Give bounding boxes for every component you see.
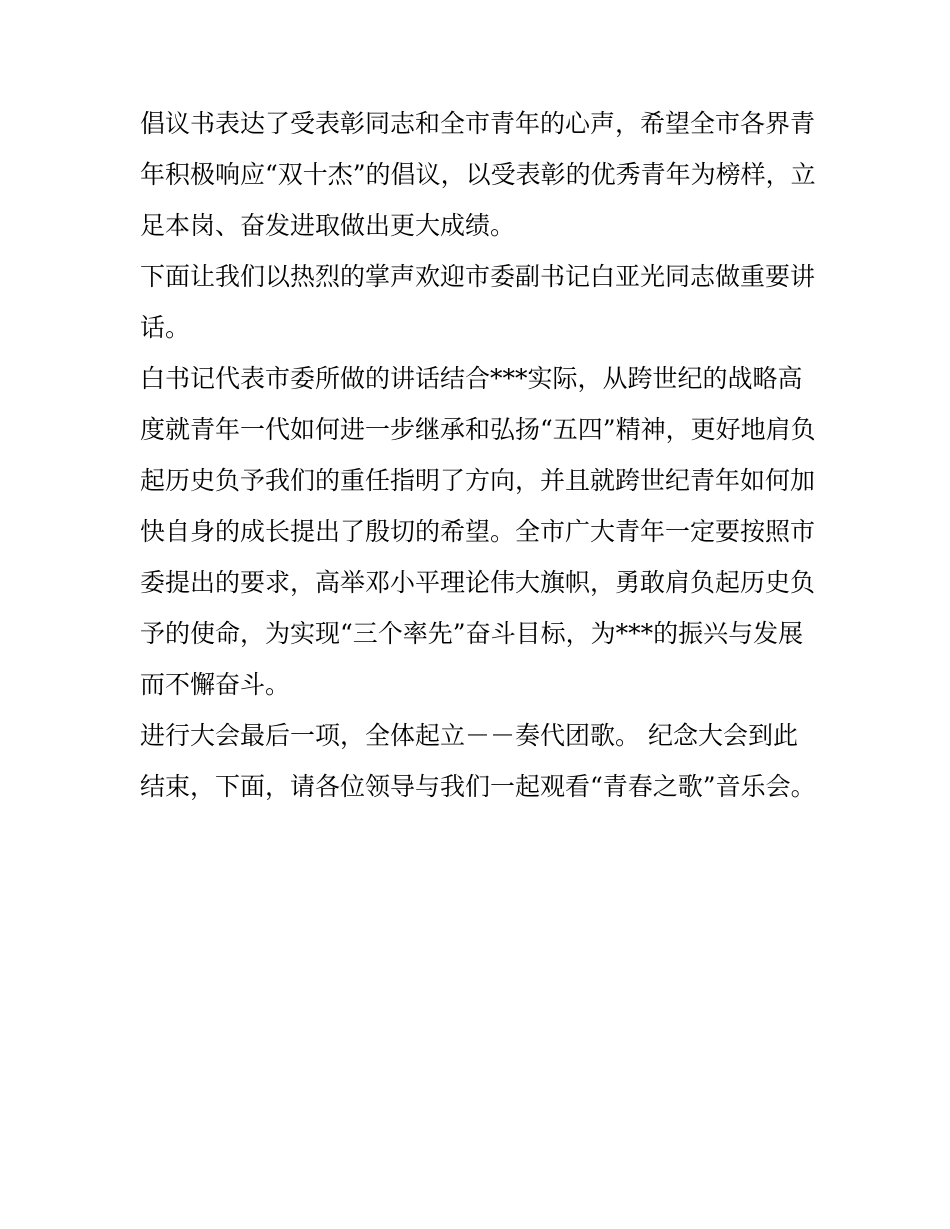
text-line: 而不懈奋斗。 — [140, 670, 291, 699]
text-line: 足本岗、奋发进取做出更大成绩。 — [140, 211, 516, 240]
text-line: 下面让我们以热烈的掌声欢迎市委副书记白亚光同志做重要讲 — [140, 262, 816, 291]
text-line: 度就青年一代如何进一步继承和弘扬“五四”精神，更好地肩负 — [140, 415, 816, 444]
paragraph-speech-intro — [140, 251, 820, 353]
text-line: 话。 — [140, 313, 191, 342]
text-line: 结束，下面，请各位领导与我们一起观看“青春之歌”音乐会。 — [140, 772, 816, 801]
text-line: 年积极响应“双十杰”的倡议，以受表彰的优秀青年为榜样，立 — [140, 160, 816, 189]
text-line: 快自身的成长提出了殷切的希望。全市广大青年一定要按照市 — [140, 517, 816, 546]
text-line: 起历史负予我们的重任指明了方向，并且就跨世纪青年如何加 — [140, 466, 816, 495]
text-line: 委提出的要求，高举邓小平理论伟大旗帜，勇敢肩负起历史负 — [140, 568, 816, 597]
paragraph-closing — [140, 710, 820, 812]
text-line: 白书记代表市委所做的讲话结合***实际，从跨世纪的战略高 — [140, 364, 803, 393]
text-line: 倡议书表达了受表彰同志和全市青年的心声，希望全市各界青 — [140, 109, 816, 138]
text-line: 予的使命，为实现“三个率先”奋斗目标，为***的振兴与发展 — [140, 619, 804, 648]
document-body — [140, 98, 820, 812]
paragraph-speech-summary — [140, 353, 820, 710]
paragraph-proposal — [140, 98, 820, 251]
text-line: 进行大会最后一项，全体起立－－奏代团歌。 纪念大会到此 — [140, 721, 798, 750]
